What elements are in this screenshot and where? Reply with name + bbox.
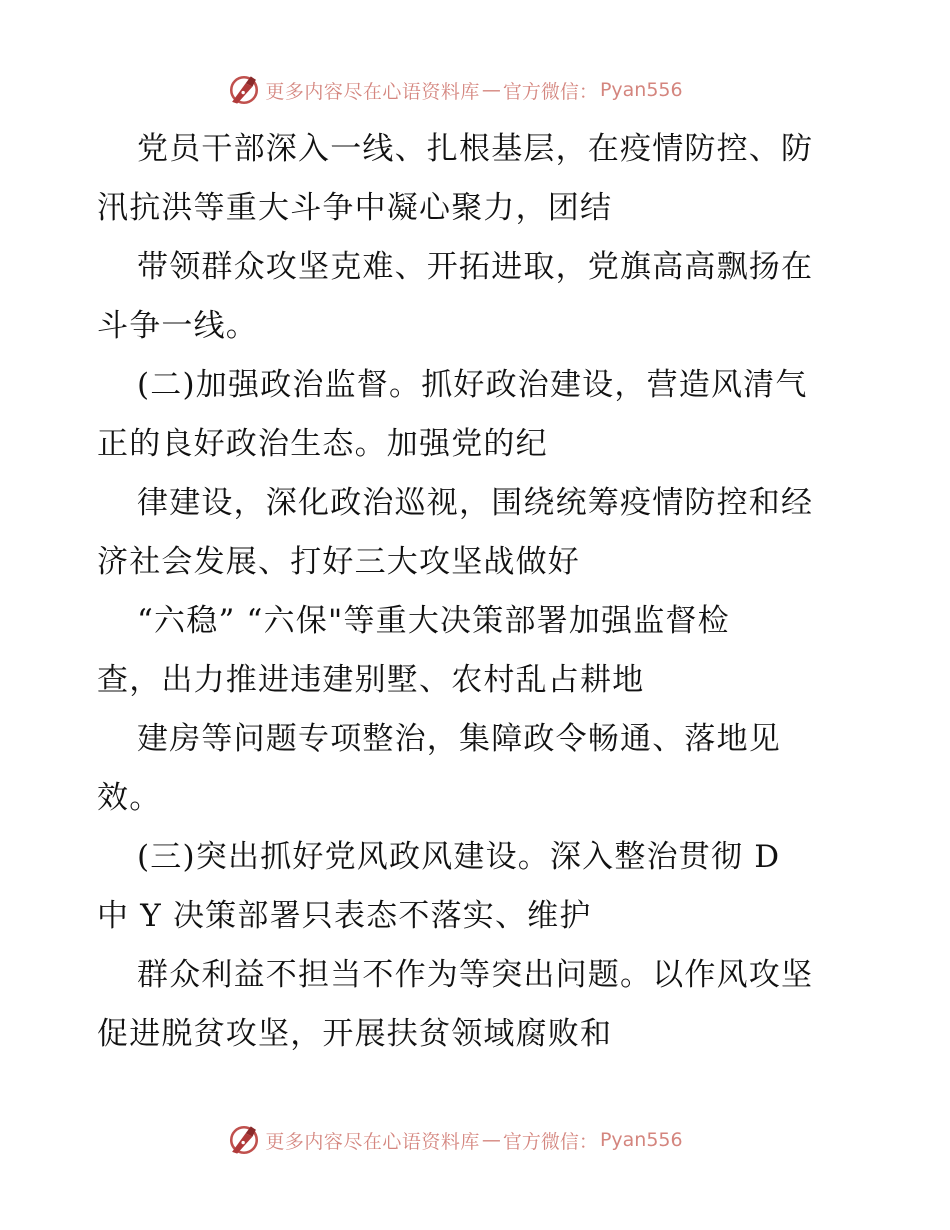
pen-nib-circle-icon [227, 1123, 261, 1157]
text-line: 济社会发展、打好三大攻坚战做好 [97, 544, 580, 580]
text-line: 律建设，深化政治巡视，围绕统筹疫情防控和经 [137, 485, 814, 521]
watermark-wechat-id: Pyan556 [599, 79, 683, 101]
text-line: (二)加强政治监督。抓好政治建设，营造风清气 [137, 367, 808, 403]
text-line: 汛抗洪等重大斗争中凝心聚力，团结 [97, 190, 613, 226]
pen-nib-circle-icon [227, 73, 261, 107]
text-line: 效。 [97, 780, 162, 816]
watermark-wechat-id: Pyan556 [599, 1129, 683, 1151]
text-line: “六稳” “六保"等重大决策部署加强监督检 [137, 603, 730, 639]
text-line: 中 Y 决策部署只表态不落实、维护 [97, 898, 592, 934]
text-line: 群众利益不担当不作为等突出问题。以作风攻坚 [137, 957, 814, 993]
text-line: 正的良好政治生态。加强党的纪 [97, 426, 548, 462]
watermark-dash: — [481, 1129, 501, 1151]
watermark-text: 更多内容尽在心语资料库 [265, 1130, 480, 1153]
watermark-text: 更多内容尽在心语资料库 [265, 80, 480, 103]
text-line: (三)突出抓好党风政风建设。深入整治贯彻 D [137, 839, 781, 875]
watermark-label: 官方微信： [502, 80, 598, 103]
text-line: 查，出力推进违建别墅、农村乱占耕地 [97, 662, 645, 698]
text-line: 促进脱贫攻坚，开展扶贫领域腐败和 [97, 1016, 613, 1052]
watermark-dash: — [481, 79, 501, 101]
text-line: 带领群众攻坚克难、开拓进取，党旗高高飘扬在 [137, 249, 814, 285]
document-body [97, 120, 867, 1064]
text-line: 党员干部深入一线、扎根基层，在疫情防控、防 [137, 131, 814, 167]
footer-watermark [0, 1120, 950, 1160]
watermark-label: 官方微信： [502, 1130, 598, 1153]
header-watermark [0, 70, 950, 110]
text-line: 斗争一线。 [97, 308, 258, 344]
text-line: 建房等问题专项整治，集障政令畅通、落地见 [137, 721, 781, 757]
